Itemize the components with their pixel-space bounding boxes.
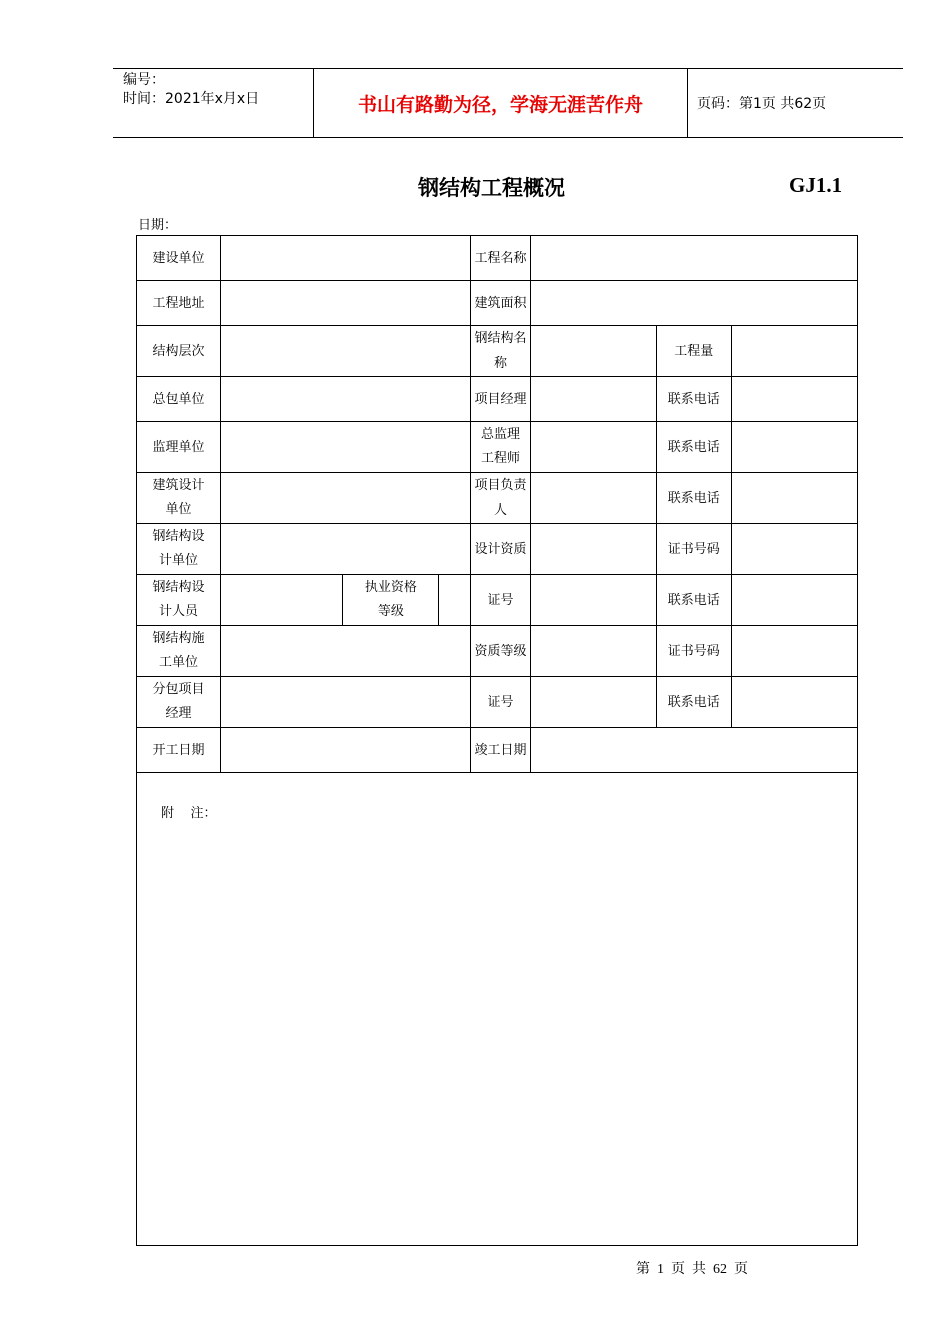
time-label: 时间：2021年x月x日 <box>123 91 260 107</box>
row-label: 联系电话 <box>656 473 731 524</box>
row-label: 联系电话 <box>656 377 731 422</box>
row-label: 证书号码 <box>656 524 731 575</box>
table-row <box>137 575 858 626</box>
value-cell[interactable] <box>221 236 471 281</box>
row-label: 结构层次 <box>137 326 221 377</box>
value-cell[interactable] <box>530 377 656 422</box>
row-label-text: 钢结构设计人员 <box>152 580 205 619</box>
value-cell[interactable] <box>731 377 857 422</box>
table-row <box>137 377 858 422</box>
row-label-text: 钢结构设计单位 <box>152 529 205 568</box>
row-label: 工程地址 <box>137 281 221 326</box>
value-cell[interactable] <box>221 473 471 524</box>
table-row <box>137 281 858 326</box>
value-cell[interactable] <box>221 575 343 626</box>
table-row <box>137 524 858 575</box>
value-cell[interactable] <box>221 677 471 728</box>
value-cell[interactable] <box>221 422 471 473</box>
row-label: 项目负责人 <box>471 473 530 524</box>
value-cell[interactable] <box>530 728 857 773</box>
row-label: 工程量 <box>656 326 731 377</box>
value-cell[interactable] <box>731 677 857 728</box>
row-label <box>137 626 221 677</box>
header-meta <box>113 69 314 137</box>
row-label-text: 总监理工程师 <box>480 427 520 466</box>
row-label-text: 钢结构施工单位 <box>152 631 205 670</box>
row-label <box>137 524 221 575</box>
overview-table <box>136 235 858 1246</box>
value-cell[interactable] <box>221 281 471 326</box>
header-page-info: 页码：第1页 共62页 <box>697 96 827 112</box>
row-label-text: 执业资格等级 <box>364 580 417 619</box>
value-cell[interactable] <box>731 473 857 524</box>
value-cell[interactable] <box>221 728 471 773</box>
value-cell[interactable] <box>530 326 656 377</box>
row-label: 联系电话 <box>656 575 731 626</box>
value-cell[interactable] <box>221 626 471 677</box>
date-label: 日期： <box>138 218 178 233</box>
page-title: 钢结构工程概况 <box>418 176 565 200</box>
row-label-text: 分包项目经理 <box>152 682 205 721</box>
value-cell[interactable] <box>530 422 656 473</box>
value-cell[interactable] <box>530 281 857 326</box>
row-label: 竣工日期 <box>471 728 530 773</box>
document-header <box>113 68 903 138</box>
table-row <box>137 626 858 677</box>
row-label: 联系电话 <box>656 677 731 728</box>
row-label <box>137 473 221 524</box>
row-label <box>137 677 221 728</box>
value-cell[interactable] <box>439 575 471 626</box>
value-cell[interactable] <box>530 626 656 677</box>
row-label: 证书号码 <box>656 626 731 677</box>
value-cell[interactable] <box>530 524 656 575</box>
notes-cell[interactable] <box>137 773 858 1246</box>
row-label: 设计资质 <box>471 524 530 575</box>
row-label: 资质等级 <box>471 626 530 677</box>
row-label: 工程名称 <box>471 236 530 281</box>
value-cell[interactable] <box>731 626 857 677</box>
value-cell[interactable] <box>221 524 471 575</box>
row-label: 联系电话 <box>656 422 731 473</box>
value-cell[interactable] <box>731 575 857 626</box>
row-label: 证号 <box>471 575 530 626</box>
row-label: 开工日期 <box>137 728 221 773</box>
value-cell[interactable] <box>221 326 471 377</box>
value-cell[interactable] <box>731 524 857 575</box>
row-label: 建设单位 <box>137 236 221 281</box>
value-cell[interactable] <box>530 575 656 626</box>
row-label <box>137 575 221 626</box>
table-row <box>137 773 858 1246</box>
table-row <box>137 728 858 773</box>
row-label: 总包单位 <box>137 377 221 422</box>
table-row <box>137 473 858 524</box>
header-motto: 书山有路勤为径，学海无涯苦作舟 <box>314 69 688 137</box>
row-label-text: 建筑设计单位 <box>152 478 205 517</box>
notes-label: 附 注： <box>161 806 217 821</box>
table-row <box>137 677 858 728</box>
page-footer: 第 1 页 共 62 页 <box>636 1262 748 1277</box>
value-cell[interactable] <box>530 473 656 524</box>
number-label: 编号： <box>123 72 165 88</box>
table-row <box>137 236 858 281</box>
table-row <box>137 326 858 377</box>
row-label <box>471 422 530 473</box>
row-label: 证号 <box>471 677 530 728</box>
row-label <box>343 575 439 626</box>
row-label: 钢结构名称 <box>471 326 530 377</box>
row-label: 监理单位 <box>137 422 221 473</box>
row-label: 建筑面积 <box>471 281 530 326</box>
value-cell[interactable] <box>731 422 857 473</box>
value-cell[interactable] <box>221 377 471 422</box>
value-cell[interactable] <box>530 236 857 281</box>
value-cell[interactable] <box>731 326 857 377</box>
row-label: 项目经理 <box>471 377 530 422</box>
table-row <box>137 422 858 473</box>
form-code: GJ1.1 <box>789 173 843 197</box>
value-cell[interactable] <box>530 677 656 728</box>
